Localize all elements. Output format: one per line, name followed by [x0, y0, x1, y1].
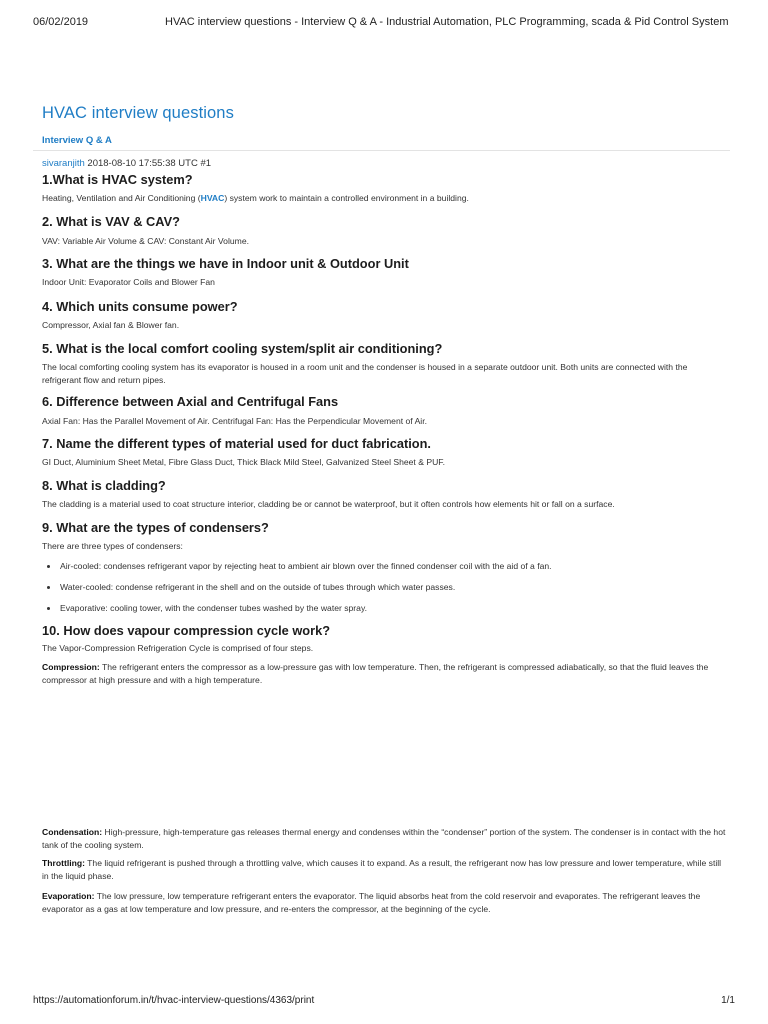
answer-1-pre: Heating, Ventilation and Air Conditioning ( [42, 193, 201, 203]
hvac-link[interactable]: HVAC [200, 193, 225, 203]
answer-9-intro: There are three types of condensers: [42, 541, 183, 551]
step-compression [42, 661, 727, 687]
question-10: 10. How does vapour compression cycle work? [42, 623, 331, 638]
step-text: High-pressure, high-temperature gas releases thermal energy and condenses within the “condenser” portion of the system. The condenser is in contact with the hot tank of the cooling system. [42, 827, 726, 850]
divider [33, 150, 730, 151]
step-label: Evaporation: [42, 891, 95, 901]
post-timestamp: 2018-08-10 17:55:38 UTC [87, 158, 198, 169]
topic-title[interactable]: HVAC interview questions [42, 104, 234, 122]
step-text: The liquid refrigerant is pushed through a throttling valve, which causes it to expand. As a result, the refrigerant now has low pressure and lower temperature, while still in the liquid phase. [42, 858, 722, 881]
answer-1-post: ) system work to maintain a controlled environment in a building. [224, 193, 469, 203]
answer-7: GI Duct, Aluminium Sheet Metal, Fibre Glass Duct, Thick Black Mild Steel, Galvanized Steel Sheet & PUF. [42, 457, 445, 467]
step-label: Compression: [42, 662, 100, 672]
answer-3: Indoor Unit: Evaporator Coils and Blower Fan [42, 277, 215, 287]
list-item: Water-cooled: condense refrigerant in the shell and on the outside of tubes through which water passes. [42, 581, 727, 602]
step-label: Condensation: [42, 827, 103, 837]
answer-10-intro: The Vapor-Compression Refrigeration Cycle is comprised of four steps. [42, 643, 314, 653]
question-5: 5. What is the local comfort cooling system/split air conditioning? [42, 341, 443, 356]
question-3: 3. What are the things we have in Indoor unit & Outdoor Unit [42, 256, 409, 271]
print-url: https://automationforum.in/t/hvac-interview-questions/4363/print [33, 995, 315, 1006]
question-4: 4. Which units consume power? [42, 299, 238, 314]
post-meta [42, 158, 211, 169]
answer-5: The local comforting cooling system has its evaporator is housed in a room unit and the condenser is housed in a separate outdoor unit. Both units are connected with the refrigerant flow and return pipes. [42, 362, 688, 385]
answer-6: Axial Fan: Has the Parallel Movement of Air. Centrifugal Fan: Has the Perpendicular Movement of Air. [42, 416, 427, 426]
print-header [33, 16, 735, 30]
answer-2: VAV: Variable Air Volume & CAV: Constant Air Volume. [42, 236, 249, 246]
list-item: Evaporative: cooling tower, with the condenser tubes washed by the water spray. [42, 602, 727, 623]
answer-4: Compressor, Axial fan & Blower fan. [42, 320, 180, 330]
condenser-list [42, 560, 727, 623]
answer-8: The cladding is a material used to coat structure interior, cladding be or cannot be waterproof, but it often controls how elements hit or fall on a surface. [42, 499, 615, 509]
question-2: 2. What is VAV & CAV? [42, 214, 180, 229]
print-footer [33, 995, 735, 1009]
answer-1 [42, 192, 727, 205]
question-9: 9. What are the types of condensers? [42, 520, 269, 535]
question-1: 1.What is HVAC system? [42, 172, 193, 187]
author-link[interactable]: sivaranjith [42, 158, 85, 169]
list-item: Air-cooled: condenses refrigerant vapor by rejecting heat to ambient air blown over the finned condenser coil with the aid of a fan. [42, 560, 727, 581]
post-number: #1 [200, 158, 212, 169]
print-page-title: HVAC interview questions - Interview Q & A - Industrial Automation, PLC Programming, scada & Pid Control System [165, 16, 729, 28]
step-label: Throttling: [42, 858, 85, 868]
question-8: 8. What is cladding? [42, 478, 166, 493]
step-text: The refrigerant enters the compressor as a low-pressure gas with low temperature. Then, the refrigerant is compressed adiabatically, so that the fluid leaves the compressor at high pressure and with a high temperature. [42, 662, 709, 685]
step-text: The low pressure, low temperature refrigerant enters the evaporator. The liquid absorbs heat from the cold reservoir and evaporates. The refrigerant leaves the evaporator as a gas at low temperature and low pressure, and re-enters the compressor, at the beginning of the cycle. [42, 891, 701, 914]
step-throttling [42, 857, 727, 883]
step-condensation [42, 826, 727, 852]
topic-content [42, 104, 727, 914]
step-evaporation [42, 890, 727, 916]
question-7: 7. Name the different types of material used for duct fabrication. [42, 436, 431, 451]
question-6: 6. Difference between Axial and Centrifugal Fans [42, 394, 339, 409]
print-date: 06/02/2019 [33, 16, 89, 28]
page-number: 1/1 [721, 995, 735, 1006]
category-link[interactable]: Interview Q & A [42, 135, 112, 146]
